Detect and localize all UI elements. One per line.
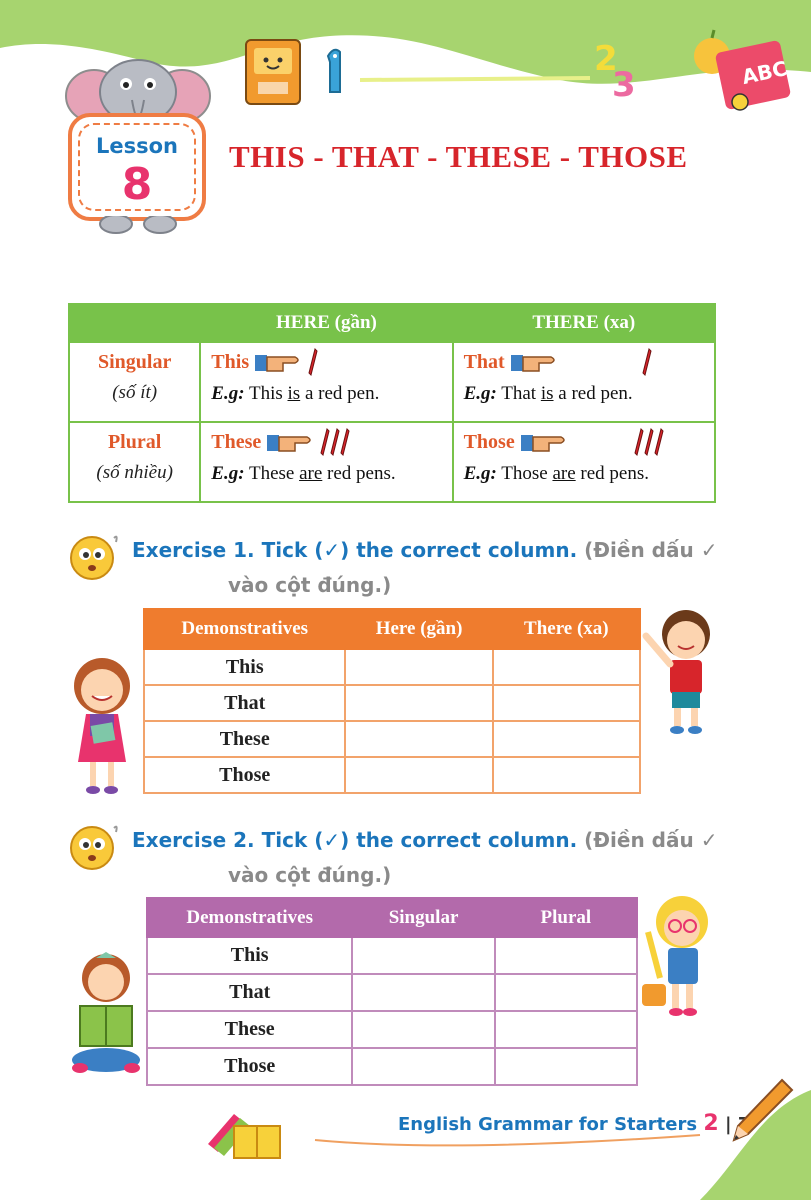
- demonstrative-word: This: [211, 350, 250, 373]
- exercise1-instruction: Exercise 1. Tick (✓) the correct column.: [132, 538, 578, 562]
- elephant-feet: [96, 216, 180, 238]
- plural-answer-cell[interactable]: [495, 1048, 637, 1085]
- page-separator: |: [724, 1114, 732, 1135]
- plural-answer-cell[interactable]: [495, 974, 637, 1011]
- here-answer-cell[interactable]: [345, 757, 492, 793]
- demonstrative-cell: Those: [147, 1048, 352, 1085]
- thinking-emoji-icon: [66, 820, 126, 872]
- lesson-word: Lesson: [95, 134, 178, 158]
- lesson-badge: [68, 113, 206, 221]
- header-there: There (xa): [493, 609, 640, 649]
- header-empty: [69, 304, 200, 342]
- exercise2-subtitle: vào cột đúng.): [228, 863, 392, 887]
- eg-rest: red pens.: [580, 463, 649, 484]
- singular-answer-cell[interactable]: [352, 1048, 494, 1085]
- demonstrative-cell: This: [147, 937, 352, 974]
- svg-text:2: 2: [594, 39, 618, 79]
- thinking-emoji-icon: [66, 530, 126, 582]
- eg-verb: is: [287, 383, 301, 404]
- pointing-hand-icon: [265, 429, 315, 455]
- exercise1-subtitle: vào cột đúng.): [228, 573, 392, 597]
- numbers-icon: [586, 30, 646, 100]
- table-row: [69, 422, 715, 502]
- eg-verb: are: [299, 463, 323, 484]
- demonstrative-cell: That: [147, 974, 352, 1011]
- demonstrative-word: That: [463, 350, 505, 373]
- here-answer-cell[interactable]: [345, 721, 492, 757]
- exercise2-instruction-vi: (Điền dấu ✓: [584, 828, 718, 852]
- row-label: Singular: [97, 351, 172, 373]
- demonstrative-word: Those: [463, 430, 515, 453]
- there-answer-cell[interactable]: [493, 649, 640, 685]
- there-cell: [453, 342, 715, 422]
- demonstrative-cell: That: [144, 685, 345, 721]
- eg-label: E.g:: [463, 463, 497, 484]
- red-pens-icon: [631, 427, 665, 457]
- svg-text:3: 3: [612, 65, 636, 100]
- row-label-vi: (số nhiều): [96, 462, 173, 483]
- table-row: [144, 685, 640, 721]
- demonstrative-cell: Those: [144, 757, 345, 793]
- there-cell: [453, 422, 715, 502]
- eg-verb: are: [552, 463, 576, 484]
- table-row: [144, 757, 640, 793]
- exercise2-instruction: Exercise 2. Tick (✓) the correct column.: [132, 828, 578, 852]
- lesson-number: 8: [121, 159, 153, 210]
- header-there: THERE (xa): [453, 304, 715, 342]
- eg-label: E.g:: [211, 383, 245, 404]
- eg-subject: This: [248, 383, 283, 404]
- there-answer-cell[interactable]: [493, 721, 640, 757]
- here-answer-cell[interactable]: [345, 649, 492, 685]
- eg-subject: These: [248, 463, 295, 484]
- header-singular: Singular: [352, 898, 494, 937]
- girl-with-pencil-illustration: [640, 892, 722, 1024]
- abc-book-icon: [690, 26, 795, 116]
- pointing-hand-icon: [519, 429, 569, 455]
- exercise2-title: [132, 828, 717, 852]
- red-pens-icon: [317, 427, 351, 457]
- singular-answer-cell[interactable]: [352, 974, 494, 1011]
- there-answer-cell[interactable]: [493, 685, 640, 721]
- plural-answer-cell[interactable]: [495, 937, 637, 974]
- eg-rest: a red pen.: [558, 383, 633, 404]
- row-label: Plural: [107, 431, 162, 453]
- here-cell: [200, 422, 452, 502]
- here-answer-cell[interactable]: [345, 685, 492, 721]
- number-one-icon: [320, 44, 352, 98]
- header-demonstratives: Demonstratives: [144, 609, 345, 649]
- pencil-icon: [726, 1074, 794, 1148]
- eg-label: E.g:: [211, 463, 245, 484]
- boy-waving-illustration: [640, 604, 718, 736]
- red-pen-icon: [305, 347, 319, 377]
- table-row: [147, 974, 637, 1011]
- row-label-vi: (số ít): [112, 382, 158, 403]
- table-row: [144, 649, 640, 685]
- footer-book-title: [398, 1111, 750, 1136]
- girl-with-book-illustration: [64, 652, 146, 798]
- table-row: [147, 937, 637, 974]
- there-answer-cell[interactable]: [493, 757, 640, 793]
- red-pen-icon: [639, 347, 653, 377]
- demonstrative-cell: These: [144, 721, 345, 757]
- exercise2-table: [146, 897, 638, 1086]
- eg-subject: Those: [501, 463, 548, 484]
- eg-verb: is: [540, 383, 554, 404]
- table-row: [147, 1048, 637, 1085]
- table-row: [144, 721, 640, 757]
- book-volume: 2: [703, 1111, 719, 1136]
- demonstrative-word: These: [211, 430, 262, 453]
- exercise1-instruction-vi: (Điền dấu ✓: [584, 538, 718, 562]
- grammar-table: [68, 303, 716, 503]
- pointing-hand-icon: [253, 349, 303, 375]
- exercise1-table: [143, 608, 641, 794]
- girl-reading-illustration: [66, 948, 148, 1080]
- demonstrative-cell: These: [147, 1011, 352, 1048]
- eg-rest: red pens.: [327, 463, 396, 484]
- svg-text:ABC: ABC: [739, 56, 790, 90]
- table-row: [147, 1011, 637, 1048]
- grammar-table-header: [69, 304, 715, 342]
- demonstrative-cell: This: [144, 649, 345, 685]
- header-here: Here (gần): [345, 609, 492, 649]
- exercise1-title: [132, 538, 717, 562]
- row-label-cell: [69, 342, 200, 422]
- plural-answer-cell[interactable]: [495, 1011, 637, 1048]
- exercise2-header-row: [147, 898, 637, 937]
- here-cell: [200, 342, 452, 422]
- books-icon: [204, 1104, 284, 1162]
- singular-answer-cell[interactable]: [352, 937, 494, 974]
- book-name: English Grammar for Starters: [398, 1114, 698, 1135]
- singular-answer-cell[interactable]: [352, 1011, 494, 1048]
- eg-rest: a red pen.: [304, 383, 380, 404]
- header-here: HERE (gần): [200, 304, 452, 342]
- pointing-hand-icon: [509, 349, 559, 375]
- header-demonstratives: Demonstratives: [147, 898, 352, 937]
- row-label-cell: [69, 422, 200, 502]
- table-row: [69, 342, 715, 422]
- eg-subject: That: [501, 383, 537, 404]
- notebook-icon: [240, 34, 308, 110]
- exercise1-header-row: [144, 609, 640, 649]
- eg-label: E.g:: [463, 383, 497, 404]
- lesson-title: THIS - THAT - THESE - THOSE: [229, 139, 688, 174]
- header-plural: Plural: [495, 898, 637, 937]
